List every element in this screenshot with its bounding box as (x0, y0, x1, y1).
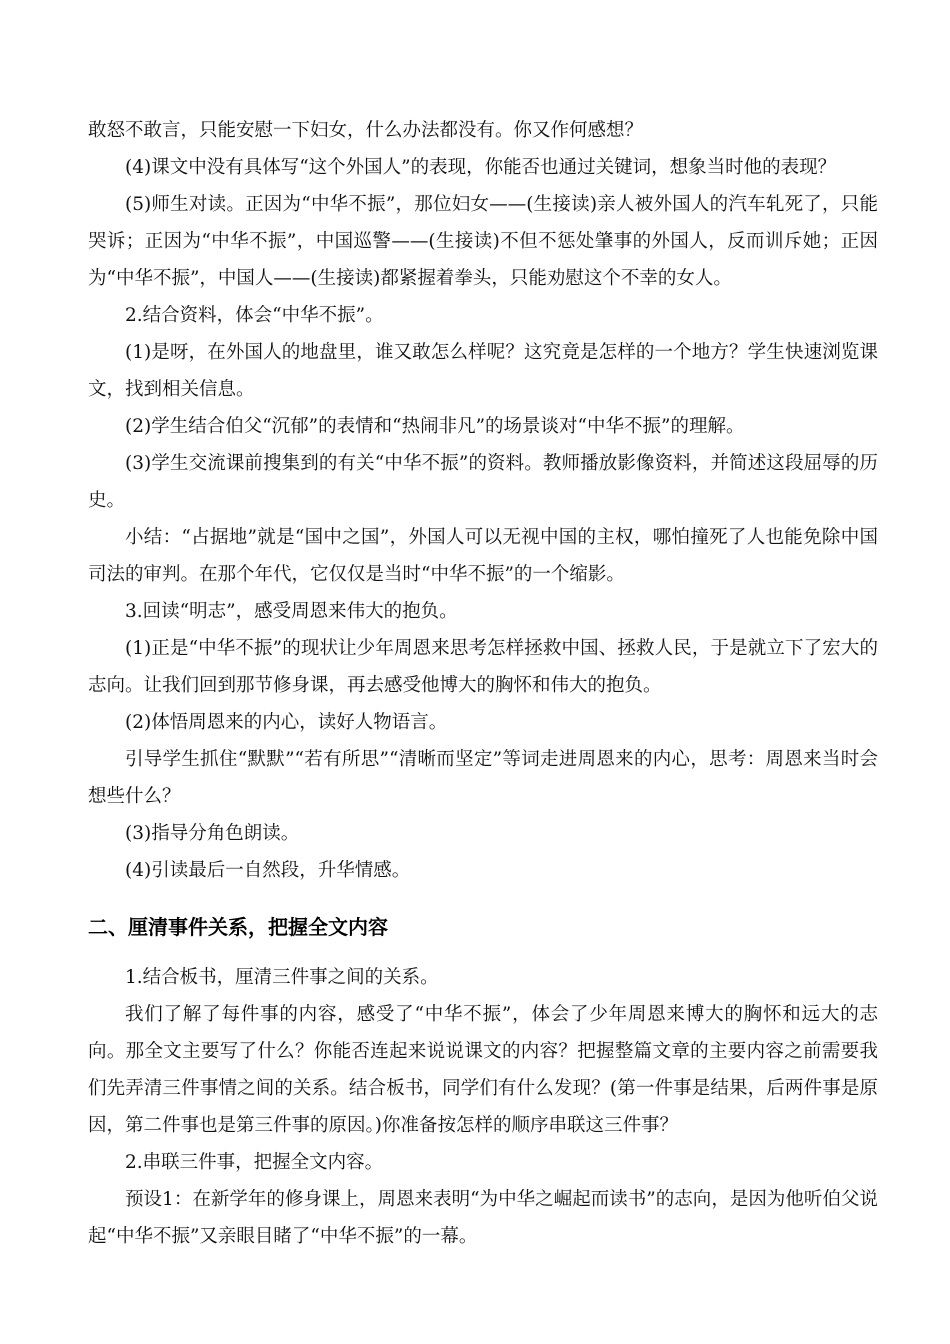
paragraph: 1.结合板书，厘清三件事之间的关系。 (125, 967, 439, 988)
paragraph: (4)引读最后一自然段，升华情感。 (125, 860, 411, 881)
paragraph: (2)体悟周恩来的内心，读好人物语言。 (125, 712, 448, 733)
paragraph: 小结：“占据地”就是“国中之国”，外国人可以无视中国的主权，哪怕撞死了人也能免除中国司法的审判。在那个年代，它仅仅是当时“中华不振”的一个缩影。 (88, 527, 878, 585)
paragraph: 我们了解了每件事的内容，感受了“中华不振”，体会了少年周恩来博大的胸怀和远大的志向。那全文主要写了什么？你能否连起来说说课文的内容？把握整篇文章的主要内容之前需要我们先弄清三件事情之间的关系。结合板书，同学们有什么发现？(第一件事是结果，后两件事是原因，第二件事也是第三件事的原因。)你准备按怎样的顺序串联这三件事？ (88, 1004, 878, 1136)
paragraph: (1)是呀，在外国人的地盘里，谁又敢怎么样呢？这究竟是怎样的一个地方？学生快速浏览课文，找到相关信息。 (88, 342, 878, 400)
paragraph: (3)学生交流课前搜集到的有关“中华不振”的资料。教师播放影像资料，并简述这段屈辱的历史。 (88, 453, 878, 511)
paragraph: (2)学生结合伯父“沉郁”的表情和“热闹非凡”的场景谈对“中华不振”的理解。 (125, 416, 745, 437)
paragraph: (5)师生对读。正因为“中华不振”，那位妇女——(生接读)亲人被外国人的汽车轧死了，只能哭诉；正因为“中华不振”，中国巡警——(生接读)不但不惩处肇事的外国人，反而训斥她；正因为“中华不振”，中国人——(生接读)都紧握着拳头，只能劝慰这个不幸的女人。 (88, 194, 878, 289)
paragraph: 预设1：在新学年的修身课上，周恩来表明“为中华之崛起而读书”的志向，是因为他听伯父说起“中华不振”又亲眼目睹了“中华不振”的一幕。 (88, 1189, 878, 1247)
paragraph: (1)正是“中华不振”的现状让少年周恩来思考怎样拯救中国、拯救人民，于是就立下了宏大的志向。让我们回到那节修身课，再去感受他博大的胸怀和伟大的抱负。 (88, 638, 878, 696)
paragraph: 2.串联三件事，把握全文内容。 (125, 1152, 384, 1173)
paragraph: 2.结合资料，体会“中华不振”。 (125, 305, 384, 326)
paragraph: 3.回读“明志”，感受周恩来伟大的抱负。 (125, 601, 458, 622)
paragraph: (3)指导分角色朗读。 (125, 823, 300, 844)
section-heading: 二、厘清事件关系，把握全文内容 (88, 915, 388, 939)
paragraph: 敢怒不敢言，只能安慰一下妇女，什么办法都没有。你又作何感想？ (88, 120, 644, 141)
paragraph: 引导学生抓住“默默”“若有所思”“清晰而坚定”等词走进周恩来的内心，思考：周恩来当时会想些什么？ (88, 749, 878, 807)
paragraph: (4)课文中没有具体写“这个外国人”的表现，你能否也通过关键词，想象当时他的表现？ (125, 157, 837, 178)
document-page (88, 112, 878, 1255)
